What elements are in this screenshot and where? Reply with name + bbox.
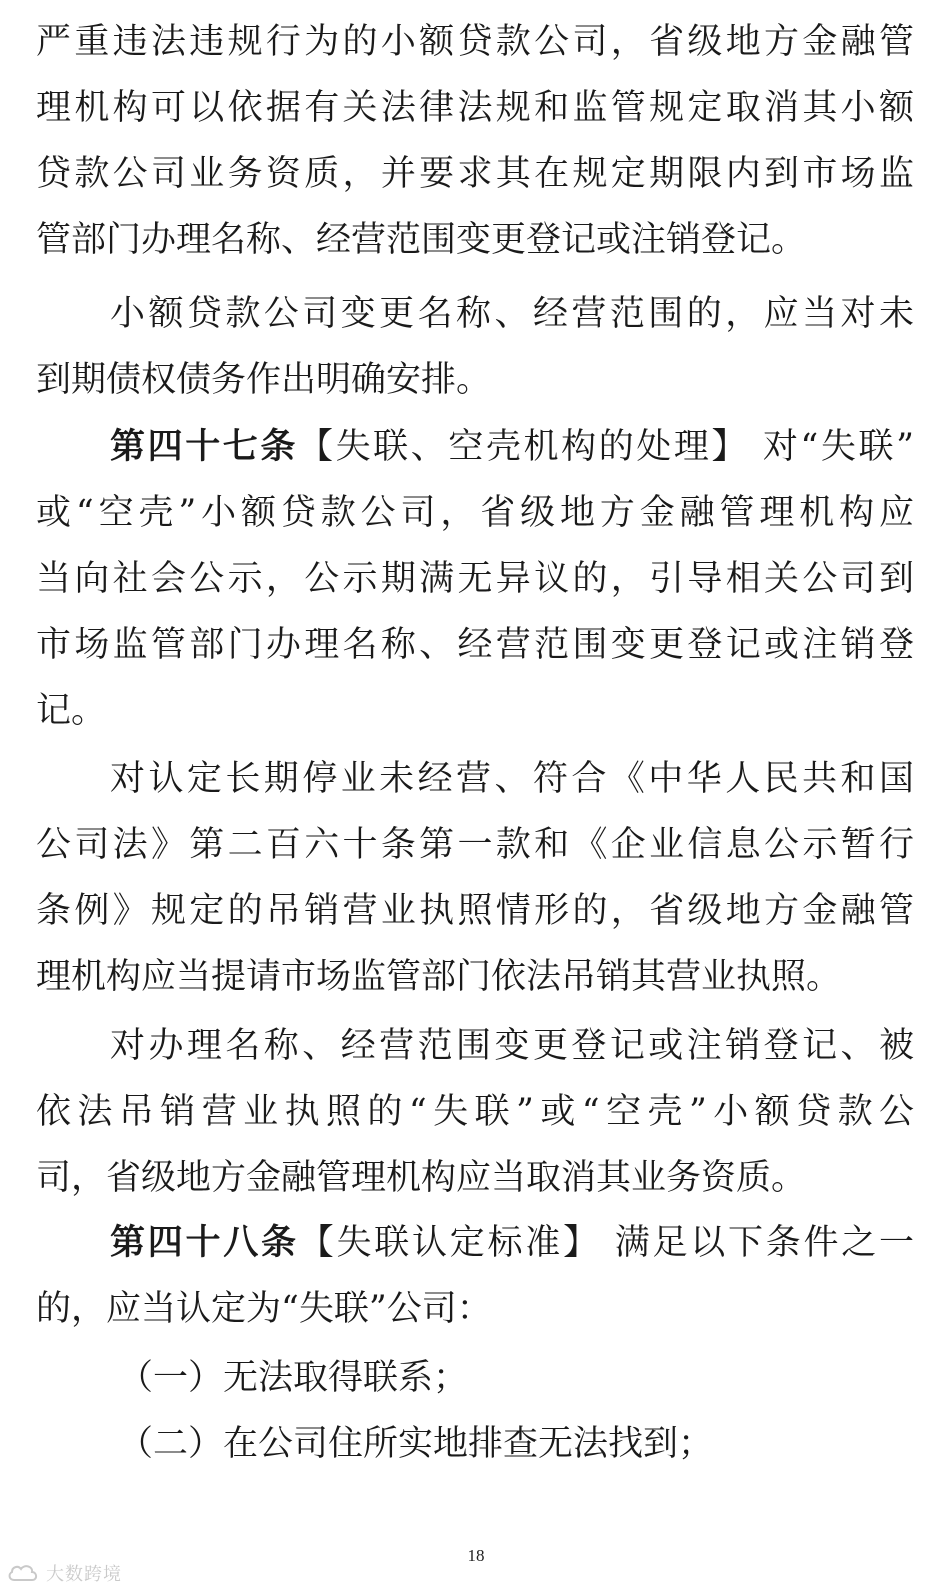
paragraph-text: 依法吊销营业执照的“失联”或“空壳”小额贷款公 [36, 1092, 914, 1132]
paragraph-text: 小额贷款公司变更名称、经营范围的，应当对未 [110, 294, 914, 334]
text-line [0, 678, 952, 744]
article-47-heading-line [0, 414, 952, 480]
paragraph-text: 对认定长期停业未经营、符合《中华人民共和国 [110, 759, 914, 799]
paragraph-text: 到期债权债务作出明确安排。 [36, 360, 492, 400]
watermark [6, 1558, 122, 1588]
paragraph-text: 理机构应当提请市场监管部门依法吊销其营业执照。 [36, 957, 842, 997]
paragraph-text: 条例》规定的吊销营业执照情形的，省级地方金融管 [36, 891, 914, 931]
text-line [0, 746, 952, 812]
list-item [0, 1411, 952, 1477]
article-47-title: 【失联、空壳机构的处理】 对“失联” [297, 427, 914, 467]
text-line [0, 546, 952, 612]
paragraph-text: 理机构可以依据有关法律法规和监管规定取消其小额 [36, 88, 914, 128]
text-line [0, 480, 952, 546]
text-line [0, 347, 952, 413]
text-line [0, 75, 952, 141]
paragraph-text: 贷款公司业务资质，并要求其在规定期限内到市场监 [36, 154, 914, 194]
text-line [0, 1079, 952, 1145]
cloud-logo-icon [6, 1562, 40, 1584]
page-number: 18 [467, 1546, 485, 1565]
paragraph-text: 当向社会公示，公示期满无异议的，引导相关公司到 [36, 559, 914, 599]
text-line [0, 1276, 952, 1342]
list-item [0, 1345, 952, 1411]
text-line [0, 944, 952, 1010]
text-line [0, 812, 952, 878]
paragraph-text: 的，应当认定为“失联”公司： [36, 1289, 492, 1329]
text-line [0, 207, 952, 273]
paragraph-text: 或“空壳”小额贷款公司，省级地方金融管理机构应 [36, 493, 914, 533]
paragraph-text: 管部门办理名称、经营范围变更登记或注销登记。 [36, 220, 807, 260]
article-48-title: 【失联认定标准】 满足以下条件之一 [298, 1223, 914, 1263]
paragraph-text [110, 414, 914, 480]
paragraph-text: 对办理名称、经营范围变更登记或注销登记、被 [110, 1026, 914, 1066]
paragraph-text: 记。 [36, 691, 107, 731]
list-item-text: （二）在公司住所实地排查无法找到； [118, 1424, 714, 1464]
text-line [0, 1013, 952, 1079]
text-line [0, 612, 952, 678]
article-47-heading: 第四十七条 [110, 427, 298, 467]
text-line [0, 141, 952, 207]
paragraph-text: 市场监管部门办理名称、经营范围变更登记或注销登 [36, 625, 914, 665]
paragraph-text: 司，省级地方金融管理机构应当取消其业务资质。 [36, 1158, 807, 1198]
article-48-heading: 第四十八条 [110, 1223, 299, 1263]
text-line [0, 878, 952, 944]
paragraph-text: 公司法》第二百六十条第一款和《企业信息公示暂行 [36, 825, 914, 865]
text-line [0, 1145, 952, 1211]
watermark-text: 大数跨境 [46, 1564, 122, 1585]
text-line [0, 281, 952, 347]
paragraph-text: 严重违法违规行为的小额贷款公司，省级地方金融管 [36, 22, 914, 62]
paragraph-text [110, 1210, 914, 1276]
list-item-text: （一）无法取得联系； [118, 1358, 469, 1398]
text-line [0, 9, 952, 75]
article-48-heading-line [0, 1210, 952, 1276]
